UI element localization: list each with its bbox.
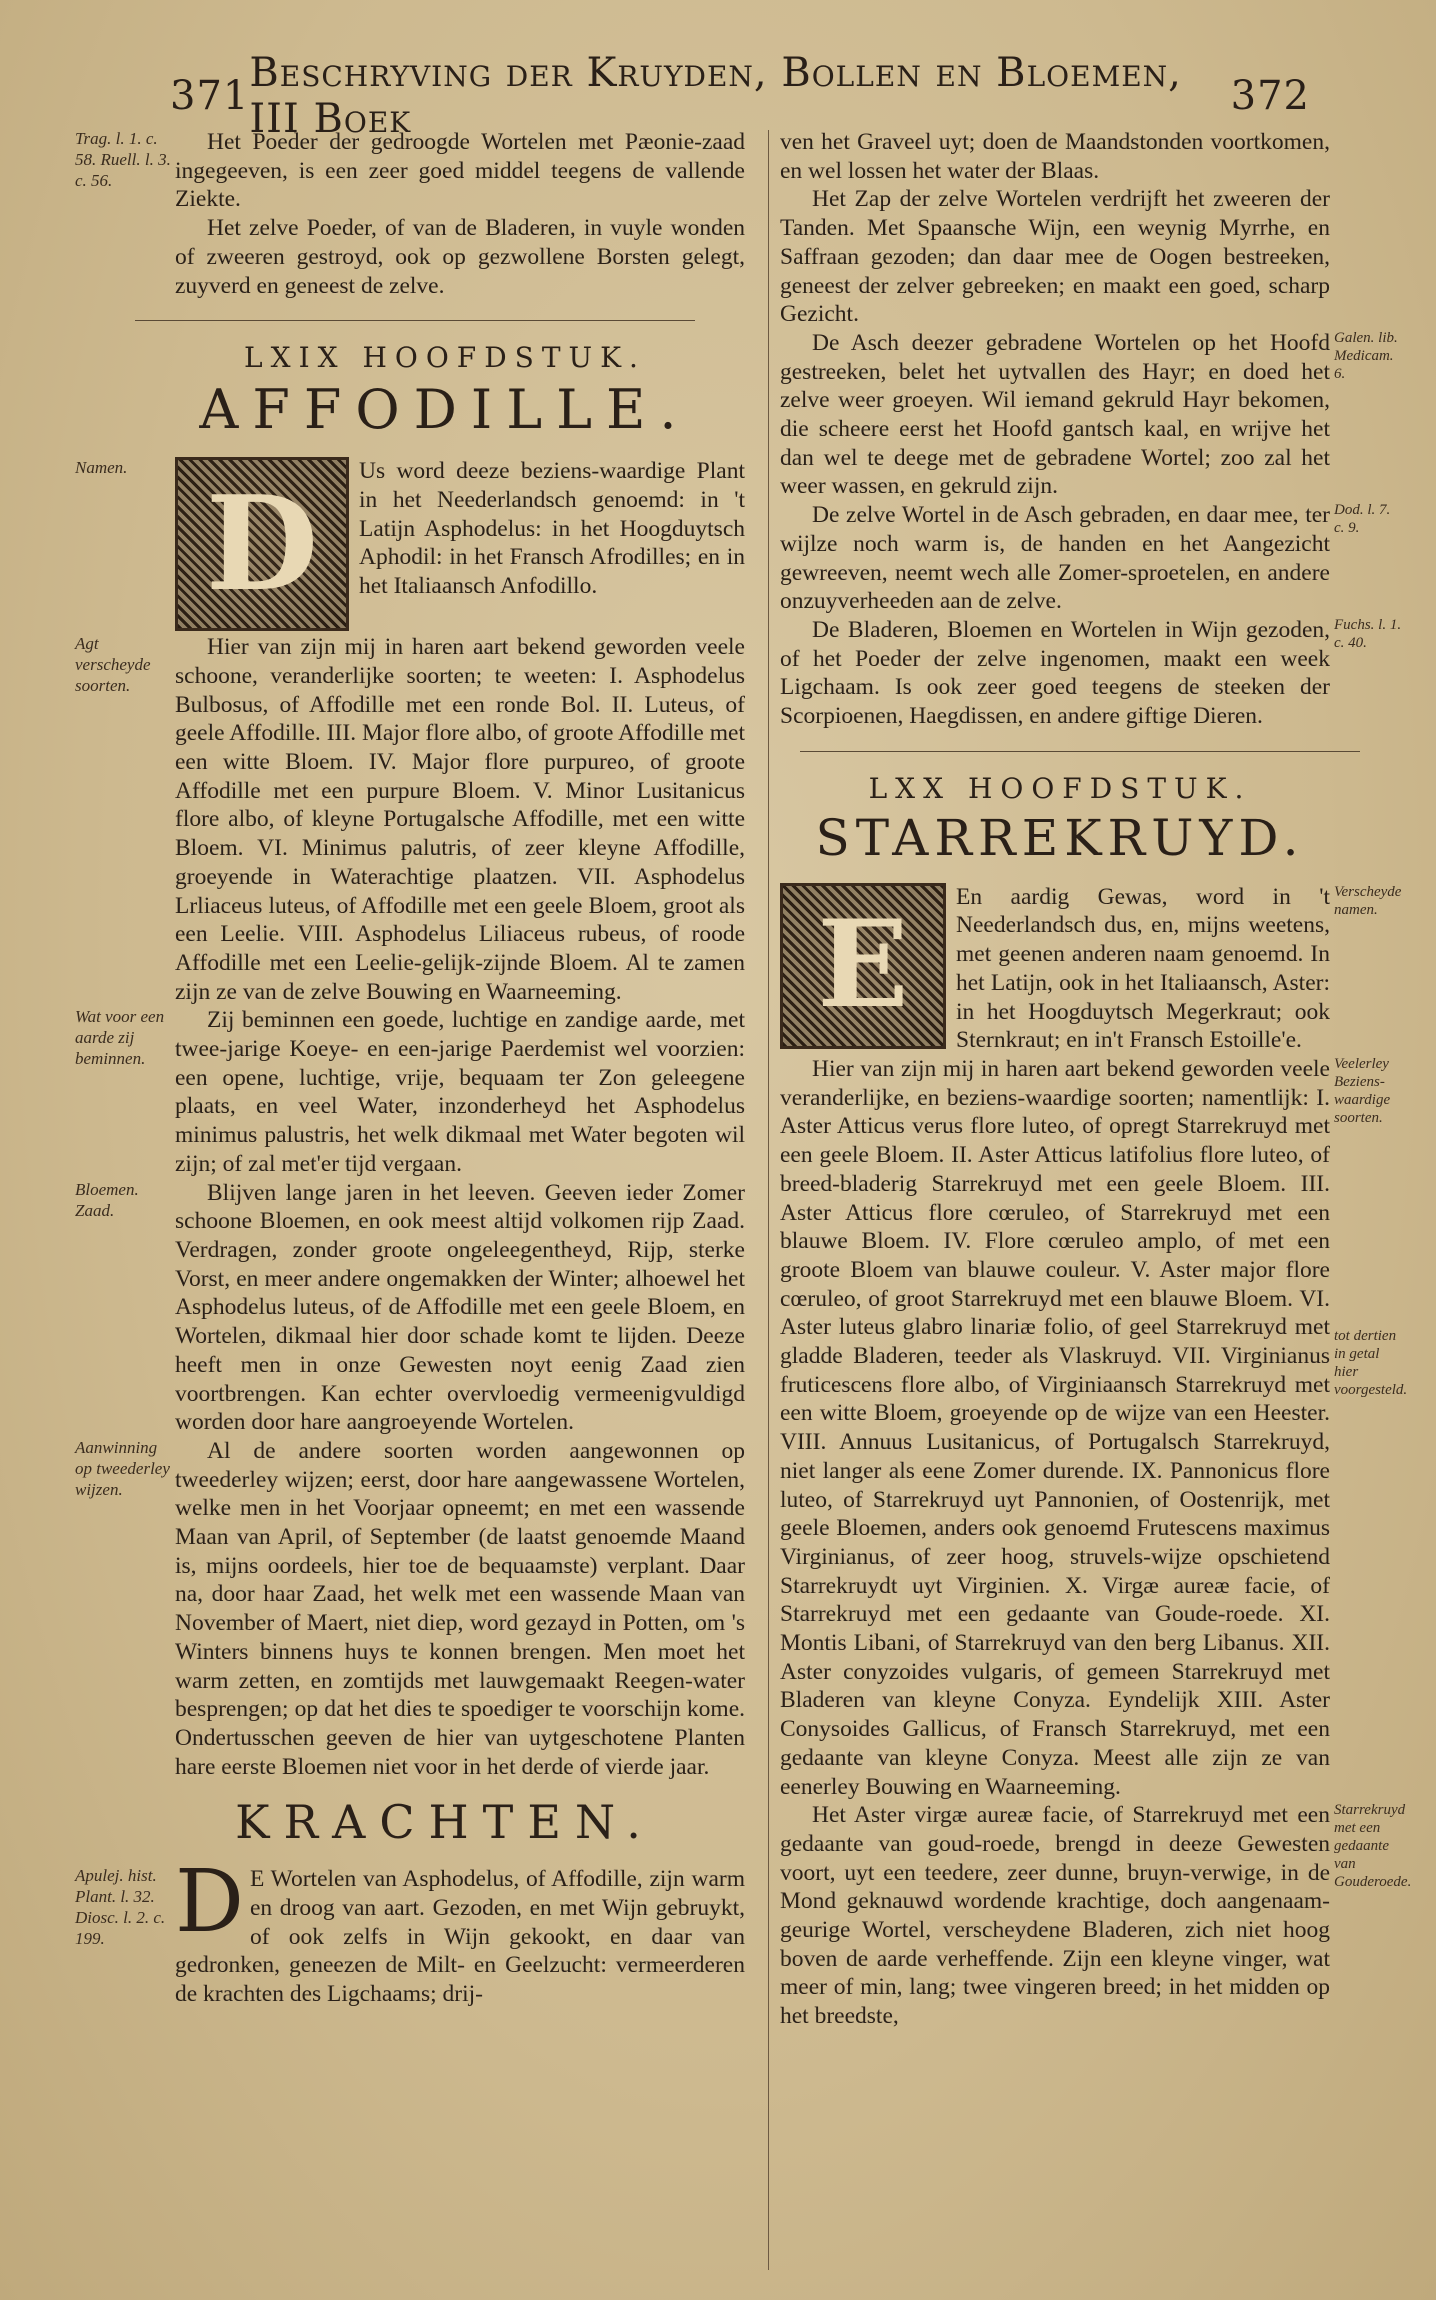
margin-note-apulej: Apulej. hist. Plant. l. 32. Diosc. l. 2. c. 199. [75, 1866, 166, 1949]
ornamental-dropcap-right: E [780, 883, 946, 1049]
soorten-paragraph-right: Hier van zijn mij in haren aart bekend geworden veele veranderlijke, en beziens-waardige soorten; namentlijk: I. Aster Atticus verus flore luteo, of opregt Starrekruyd met een geele Bloem. II. Aster Atticus latifolius flore luteo, of breed-bladerig Starrekruyd met een geele Bloem. III. Aster Atticus flore cœruleo, of Starrekruyd met een blauwe Bloem. IV. Flore cœruleo amplo, of met een groote Bloem van blauwe couleur. V. Aster major flore cœruleo, of groot Starrekruyd met een blauwe Bloem. VI. Aster luteus glabro linariæ folio, of geel Starrekruyd met gladde Bladeren, teeder als Vlaskruyd. VII. Virginianus fruticescens flore albo, of Virginiaansch Starrekruyd met een witte Bloem, groeyende op de wijze van een Heester. VIII. Annuus Lusitanicus, of Portugalsch Starrekruyd, niet langer als eene Zomer durende. IX. Pannonicus flore luteo, of Starrekruyd uyt Pannonien, of Oostenrijk, met geele Bloemen, anders ook genoemd Frutescens maximus Virginianus, of zeer hoog, struvels-wijze opschietend Starrekruydt uyt Virginien. X. Virgæ aureæ facie, of Starrekruyd met een gedaante van Goude-roede. XI. Montis Libani, of Starrekruyd van den berg Libanus. XII. Aster conyzoides vulgaris, of gemeen Starrekruyd met Bladeren van kleyne Conyza. Eyndelijk XIII. Aster Conysoides Gallicus, of Fransch Starrekruyd, met een gedaante van kleyne Conyza. Meest alle zijn ze van eenerley Bouwing en Waarneeming. [780, 1055, 1330, 1800]
running-title: Beschryving der Kruyden, Bollen en Bloemen, III Boek [249, 50, 1182, 142]
right-paragraph-5: De Bladeren, Bloemen en Wortelen in Wijn gezoden, of het Poeder der zelve ingenomen, maakt een week Ligchaam. Is ook zeer goed teegens de steeken der Scorpioenen, Haegdissen, en andere giftige Dieren. [780, 616, 1330, 730]
right-column [780, 128, 1410, 2031]
beminnen-paragraph: Zij beminnen een goede, luchtige en zandige aarde, met twee-jarige Koeye- en een-jarige Paerdemist wel voorzien: een opene, luchtige, vrije, bequaam ter Zon geleegene plaats, en veel Water, inzonderheyd het Asphodelus minimus palustris, het welk dikmaal met Water begoten wil zijn; of zal met'er tijd vergaan. [175, 1007, 745, 1177]
margin-note-namen: Namen. [75, 458, 128, 478]
intro-paragraph-2: Het zelve Poeder, of van de Bladeren, in vuyle wonden of zweeren gestroyd, ook op gezwollene Borsten gelegt, zuyverd en geneest de zelve. [175, 215, 745, 299]
aanwinning-paragraph: Al de andere soorten worden aangewonnen op tweederley wijzen; eerst, door hare aangewassene Wortelen, welke men in het Voorjaar opneemt; en met een wassende Maan van April, of September (de laatst genoemde Maand is, mijns oordeels, hier toe de bequaamste) verplant. Daar na, door haar Zaad, het welk met een wassende Maan van November of Maert, niet diep, word gezayd in Potten, om 's Winters binnens huys te konnen brengen. Men moet het warm zetten, en zomtijds met lauwgemaakt Reegen-water besprengen; op dat het dies te spoediger te voorschijn kome. Ondertusschen geeven de hier van uytgeschotene Planten hare eerste Bloemen niet voor in het derde of vierde jaar. [175, 1437, 745, 1780]
margin-note-aanwinning: Aanwinning op tweederley wijzen. [75, 1437, 170, 1499]
chapter-title: AFFODILLE. [199, 378, 691, 442]
section-rule-right [800, 751, 1360, 752]
soorten-paragraph: Hier van zijn mij in haren aart bekend geworden veele schoone, veranderlijke soorten; te weeten: I. Asphodelus Bulbosus, of Affodille met een ronde Bol. II. Luteus, of geele Affodille. III. Major flore albo, of groote Affodille met een witte Bloem. IV. Major flore purpureo, of groote Affodille met een purpure Bloem. V. Minor Lusitanicus flore albo, of kleyne Portugalsche Affodille, met een witte Bloem. VI. Minimus palutris, of zeer kleyne Affodille, groeyende in Waterachtige plaatzen. VII. Asphodelus Lrliaceus luteus, of Affodille met een geele Bloem, groot als een Leelie. VIII. Asphodelus Liliaceus rubeus, of roode Affodille met een Leelie-gelijk-zijnde Bloem. Al te zamen zijn ze van de zelve Bouwing en Waarneeming. [175, 634, 745, 1005]
chapter-label-right: LXX HOOFDSTUK. [868, 771, 1252, 805]
right-paragraph-1: ven het Graveel uyt; doen de Maandstonden voortkomen, en wel lossen het water der Blaas. [780, 129, 1330, 184]
margin-note-starre: Starrekruyd met een gedaante van Gouderoede. [1334, 1802, 1412, 1891]
margin-note-bloemen: Bloemen. Zaad. [75, 1179, 139, 1220]
chapter-label: LXIX HOOFDSTUK. [244, 341, 646, 375]
chapter-title-right: STARREKRUYD. [815, 808, 1305, 867]
margin-note-beminnen: Wat voor een aarde zij beminnen. [75, 1007, 165, 1069]
right-paragraph-3: De Asch deezer gebradene Wortelen op het Hoofd gestreeken, belet het uytvallen des Hayr; en doed het zelve weer groeyen. Wil iemand gekruld Hayr bekomen, die scheere eerst het Hoofd gantsch kaal, en wrijve het dan wel te deege met de gebradene Wortel; zoo zal het weer wassen, en gekruld zijn. [780, 329, 1330, 500]
krachten-title: KRACHTEN. [235, 1795, 655, 1850]
krachten-paragraph: E Wortelen van Asphodelus, of Affodille, zijn warm en droog van aart. Gezoden, en met Wijn gebruykt, of ook zelfs in Wijn gekookt, en daar van gedronken, geneezen de Milt- en Geelzucht: vermeerderen de krachten des Ligchaams; drij- [175, 1866, 745, 2008]
page-number-left: 371 [170, 73, 250, 119]
page-number-right: 372 [1230, 73, 1310, 119]
margin-note-galen: Galen. lib. Medicam. 6. [1334, 329, 1398, 382]
ornamental-dropcap: D [175, 457, 349, 631]
column-divider [768, 130, 769, 2270]
page-header [170, 50, 1310, 142]
margin-note-fuchs: Fuchs. l. 1. c. 40. [1334, 616, 1402, 651]
section-rule [135, 320, 695, 321]
krachten-dropcap: D [175, 1852, 244, 1953]
margin-note-dertien: tot dertien in getal hier voorgesteld. [1334, 1327, 1408, 1398]
margin-note-namen-right: Verscheyde namen. [1334, 883, 1402, 918]
bloemen-paragraph: Blijven lange jaren in het leeven. Geeven ieder Zomer schoone Bloemen, en ook meest altijd volkomen rijp Zaad. Verdragen, zonder groote ongeleegentheyd, Rijp, sterke Vorst, en meer andere ongemakken der Winter; alhoewel het Asphodelus luteus, of de Affodille met een geele Bloem, en Wortelen, dikmaal hier door schade komt te lijden. Deeze heeft men in onze Gewesten noyt eenig Zaad zien voortbrengen. Kan echter overvloedig vermeenigvuldigd worden door hare aangroeyende Wortelen. [175, 1179, 745, 1436]
margin-note-soorten-right: Veelerley Beziens-waardige soorten. [1334, 1055, 1391, 1126]
intro-paragraph-1: Het Poeder der gedroogde Wortelen met Pæonie-zaad ingegeeven, is een zeer goed middel teegens de vallende Ziekte. [175, 129, 745, 213]
namen-paragraph-right: En aardig Gewas, word in 't Neederlandsch dus, en, mijns weetens, met geenen anderen naam genoemd. In het Latijn, ook in het Italiaansch, Aster: in het Hoogduytsch Megerkraut; ook Sternkraut; en in't Fransch Estoille'e. [956, 883, 1330, 1054]
margin-note-dod: Dod. l. 7. c. 9. [1334, 502, 1391, 537]
namen-paragraph: Us word deeze beziens-waardige Plant in het Neederlandsch genoemd: in 't Latijn Asphodelus: in het Hoogduytsch Aphodil: in het Fransch Afrodilles; en in het Italiaansch Anfodillo. [359, 458, 745, 600]
margin-note-refs: Trag. l. 1. c. 58. Ruell. l. 3. c. 56. [75, 129, 171, 190]
right-paragraph-4: De zelve Wortel in de Asch gebraden, en daar mee, ter wijlze noch warm is, de handen en het Aangezicht gewreeven, neemt wech alle Zomer-sproetelen, en andere onzuyverheeden aan de zelve. [780, 502, 1330, 615]
left-column [75, 128, 755, 2009]
right-paragraph-2: Het Zap der zelve Wortelen verdrijft het zweeren der Tanden. Met Spaansche Wijn, een weynig Myrrhe, en Saffraan gezoden; dan daar mee de Oogen bestreeken, geneest der zelver gebreeken; en maakt een goed, scharp Gezicht. [780, 186, 1330, 328]
last-paragraph-right: Het Aster virgæ aureæ facie, of Starrekruyd met een gedaante van goud-roede, brengd in deeze Gewesten voort, uyt een teedere, zeer dunne, bruyn-verwige, in de Mond geknauwd wordende krachtige, doch aangenaam-geurige Wortel, verscheydene Bladeren, zich niet hoog boven de aarde verheffende. Zijn een kleyne vinger, wat meer of min, lang; twee vingeren breed; in het midden op het breedste, [780, 1802, 1330, 2030]
margin-note-soorten: Agt verscheyde soorten. [75, 634, 151, 696]
